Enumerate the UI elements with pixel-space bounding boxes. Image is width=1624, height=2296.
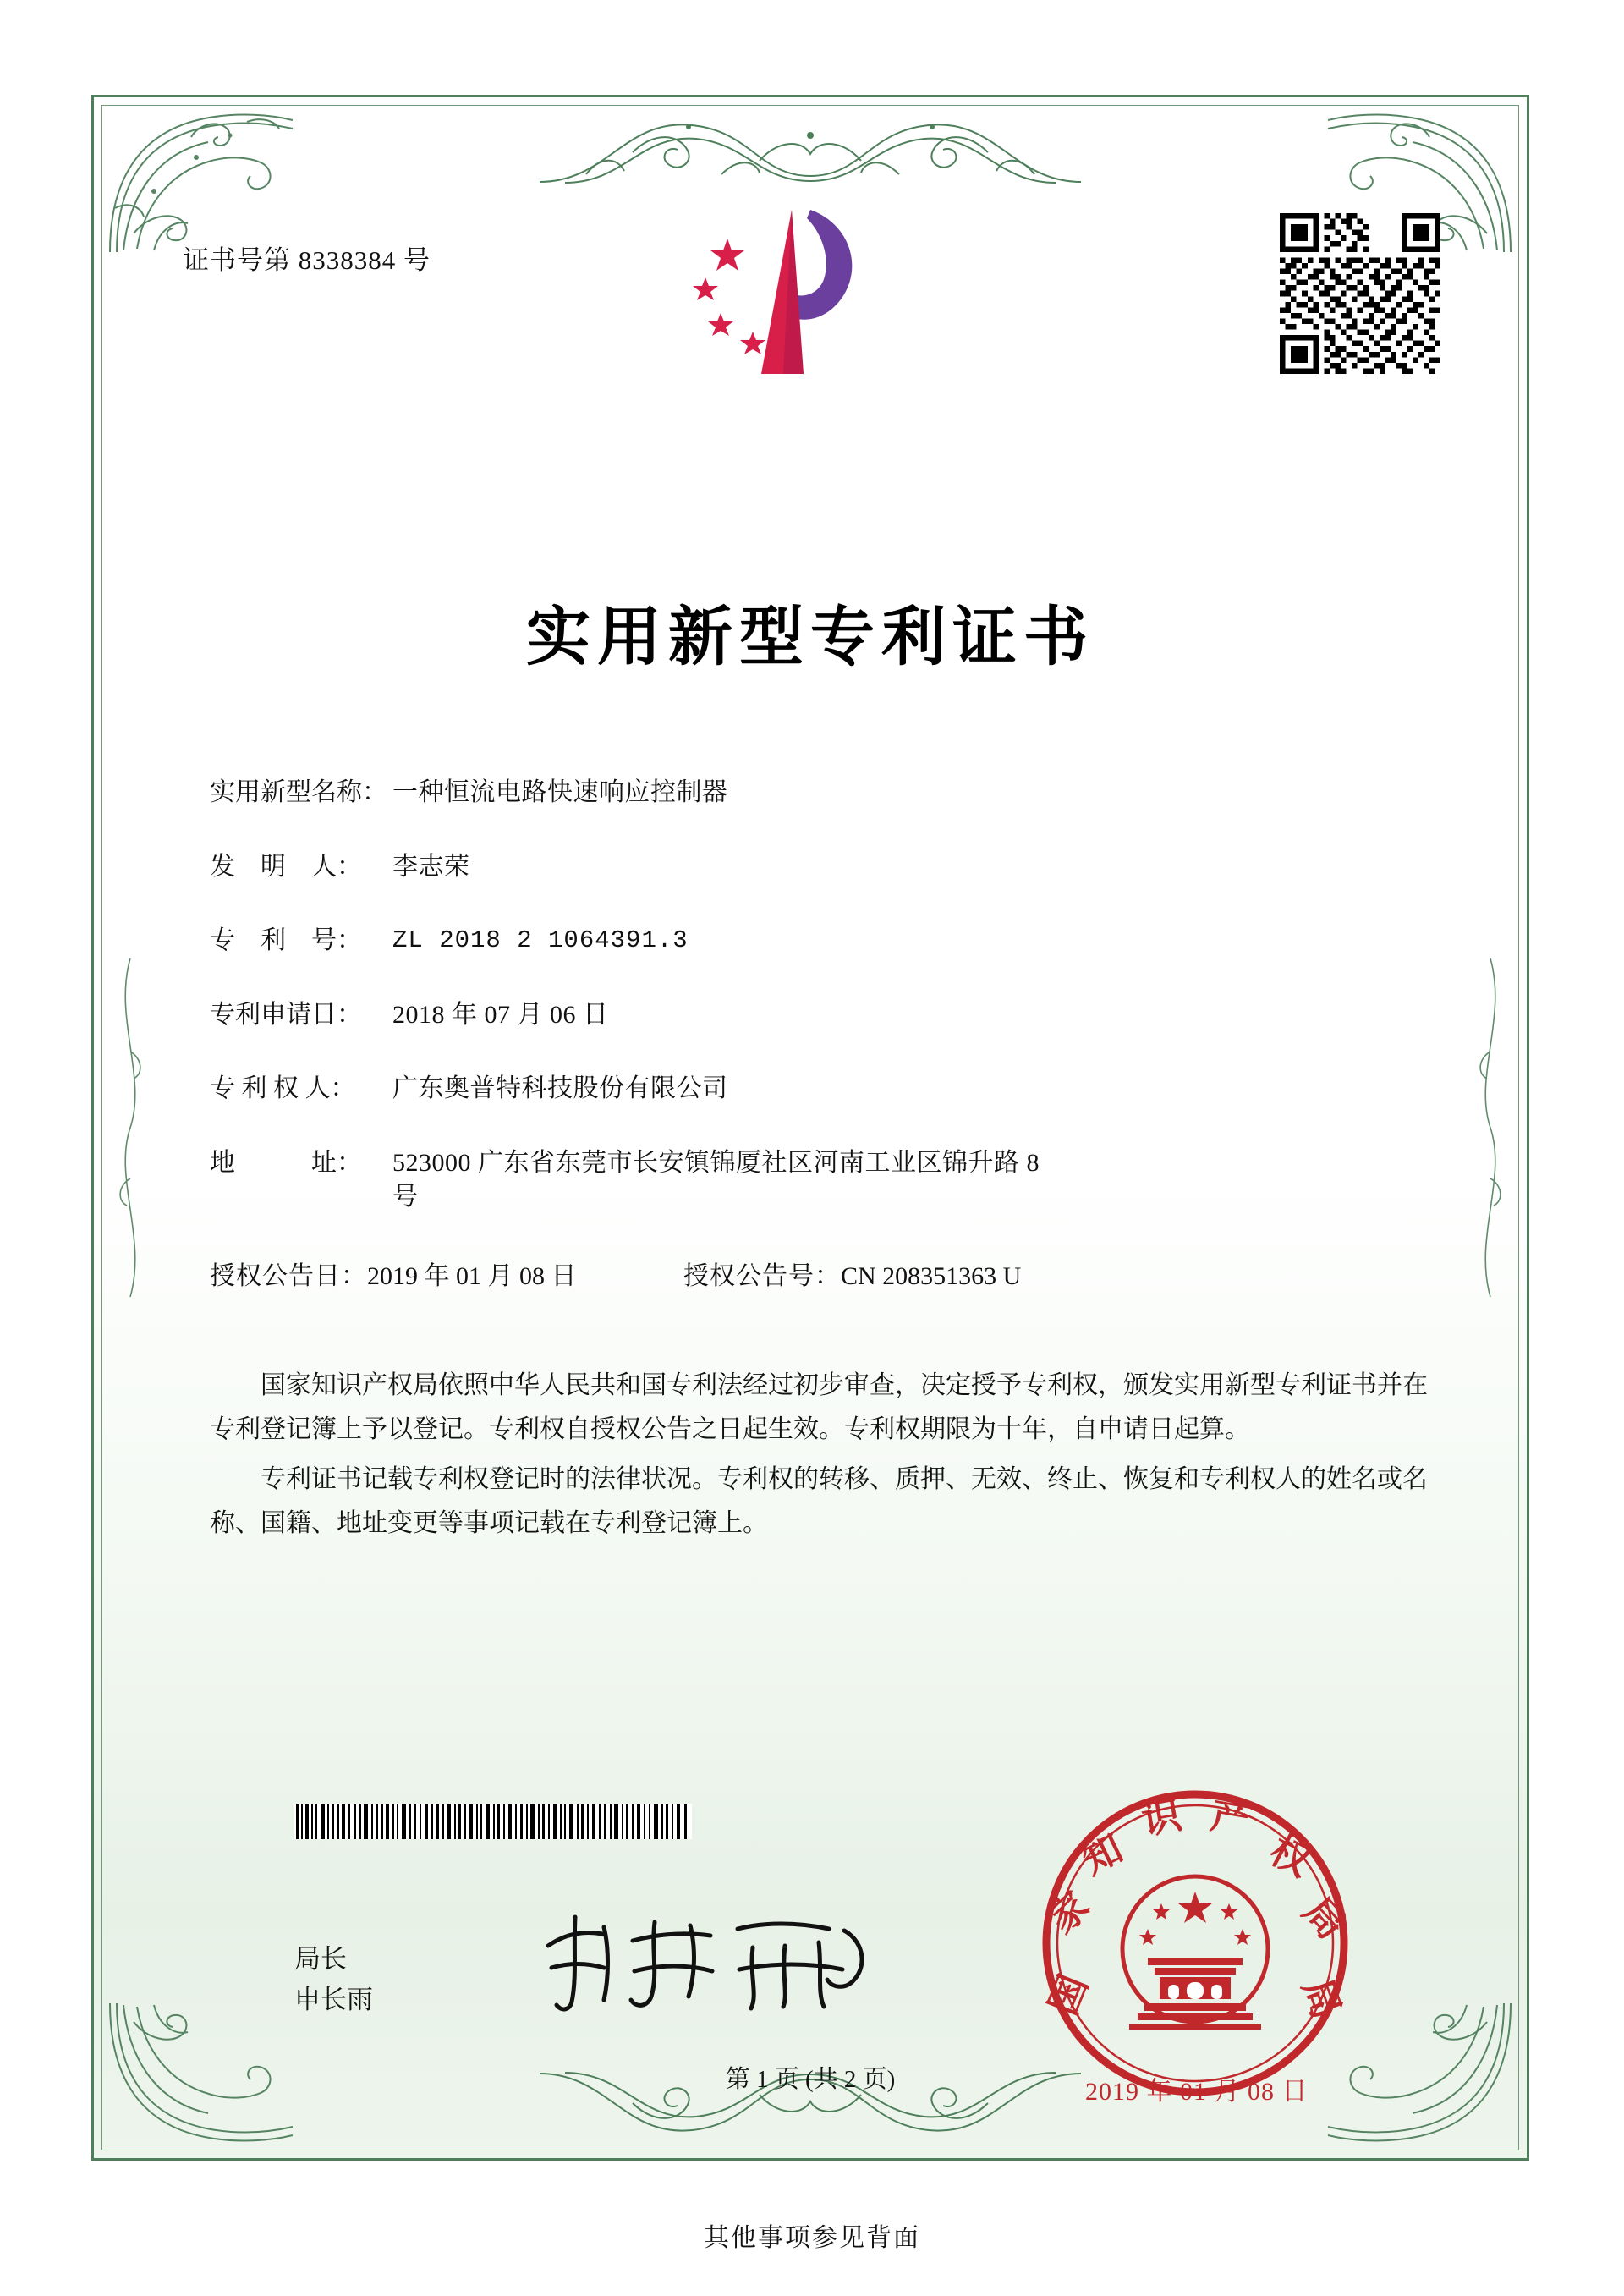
seal-char-2: 家 — [1038, 1882, 1099, 1942]
field-label: 地 址： — [210, 1148, 362, 1177]
page-title: 实用新型专利证书 — [526, 599, 1095, 674]
grant-date — [210, 1255, 683, 1292]
field-value: 李志荣 — [392, 852, 470, 881]
field-value-wrapper — [392, 1146, 1428, 1215]
director-name: 申长雨 — [294, 1985, 373, 2015]
field-value: ZL 2018 2 1064391.3 — [392, 926, 689, 954]
seal-char-5: 产 — [1207, 1791, 1254, 1843]
field-value-continuation: 号 — [392, 1183, 419, 1211]
seal-date: 2019 年 01 月 08 日 — [1085, 2078, 1309, 2106]
field-list — [210, 776, 1428, 1314]
footer-note: 其他事项参见背面 — [704, 2224, 920, 2252]
field-value: 523000 广东省东莞市长安镇锦厦社区河南工业区锦升路 8 — [392, 1148, 1040, 1177]
certificate-sheet — [91, 95, 1529, 2161]
field-value: 2018 年 07 月 06 日 — [392, 1000, 609, 1029]
seal-char-8: 局 — [1293, 1972, 1351, 2025]
body-paragraph-1: 国家知识产权局依照中华人民共和国专利法经过初步审查，决定授予专利权，颁发实用新型专利证书并在专利登记簿上予以登记。专利权自授权公告之日起生效。专利权期限为十年，自申请日起算。 — [210, 1371, 1428, 1443]
barcode — [294, 1804, 692, 1839]
signature-block — [294, 1939, 373, 2020]
field-value: 一种恒流电路快速响应控制器 — [392, 778, 728, 806]
certificate-number: 证书号第 8338384 号 — [183, 245, 431, 275]
field-utility-model-name — [210, 776, 1428, 810]
seal-char-7: 局 — [1294, 1888, 1355, 1948]
field-label: 实用新型名称： — [210, 778, 387, 806]
field-address — [210, 1146, 1428, 1215]
field-patentee — [210, 1072, 1428, 1107]
grant-date-label: 授权公告日： — [210, 1261, 367, 1290]
body-paragraph-2: 专利证书记载专利权登记时的法律状况。专利权的转移、质押、无效、终止、恢复和专利权人的姓名或名称、国籍、地址变更等事项记载在专利登记簿上。 — [210, 1465, 1428, 1537]
handwritten-signature-icon — [531, 1897, 886, 2024]
grant-date-value: 2019 年 01 月 08 日 — [367, 1261, 577, 1290]
field-label: 专 利 权 人： — [210, 1074, 356, 1102]
body-text — [210, 1364, 1428, 1552]
official-seal-icon — [1030, 1778, 1360, 2108]
director-title: 局长 — [294, 1944, 347, 1974]
grant-number-value: CN 208351363 U — [841, 1261, 1022, 1290]
seal-char-6: 权 — [1262, 1826, 1319, 1886]
cnipa-star-logo-icon — [683, 205, 878, 382]
qr-code-icon — [1280, 213, 1440, 374]
field-application-date — [210, 998, 1428, 1033]
field-inventor — [210, 850, 1428, 885]
field-label: 专利申请日： — [210, 1000, 362, 1029]
grant-number — [683, 1255, 1021, 1292]
page-number: 第 1 页 (共 2 页) — [725, 2066, 896, 2093]
field-patent-number — [210, 924, 1428, 958]
field-value: 广东奥普特科技股份有限公司 — [392, 1074, 728, 1102]
seal-char-1: 国 — [1040, 1968, 1097, 2022]
field-label: 发 明 人： — [210, 852, 362, 881]
seal-char-4: 识 — [1138, 1791, 1185, 1843]
seal-char-3: 知 — [1074, 1825, 1130, 1883]
field-label: 专 利 号： — [210, 926, 362, 954]
field-publication — [210, 1255, 1428, 1292]
grant-number-label: 授权公告号： — [683, 1261, 841, 1290]
